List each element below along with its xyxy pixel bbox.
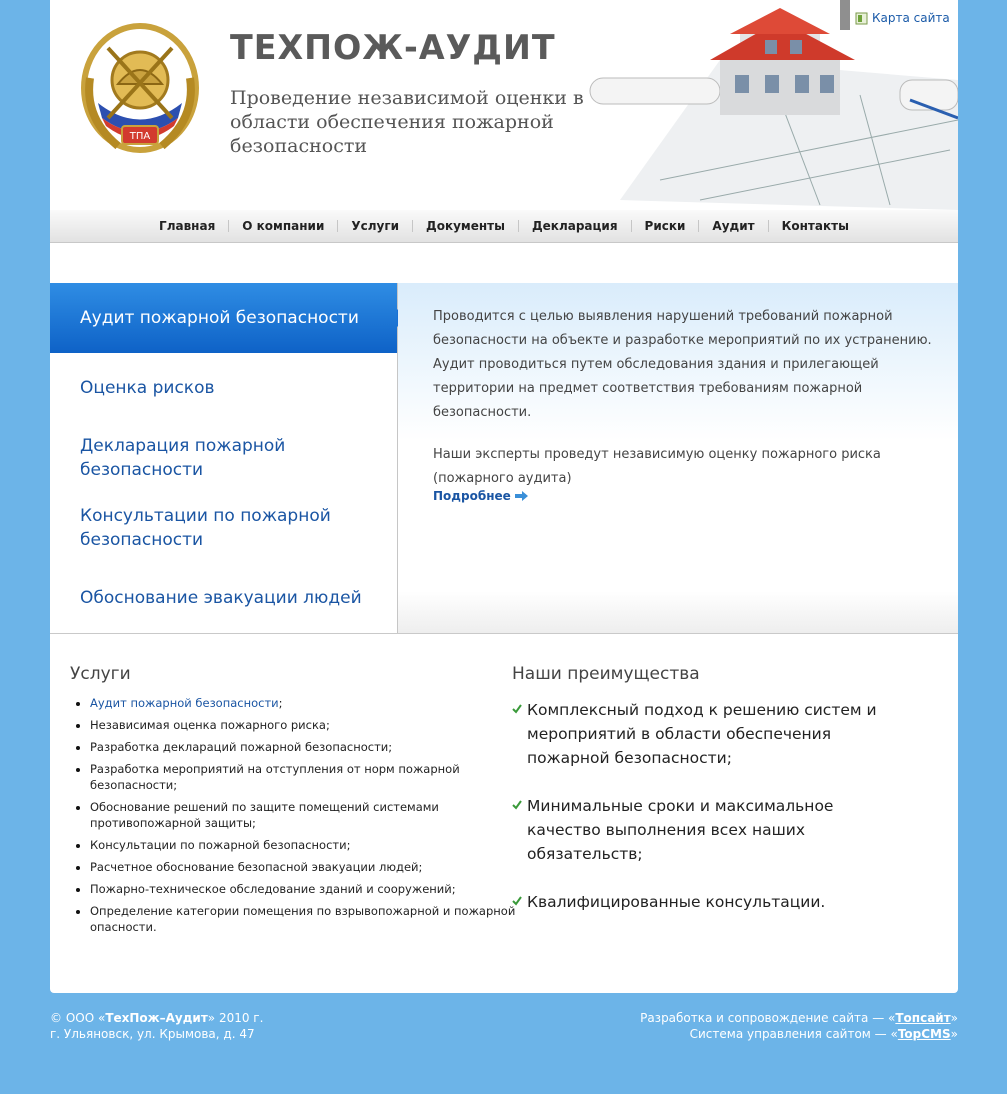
check-icon <box>512 800 522 810</box>
nav-item-home[interactable]: Главная <box>159 219 216 233</box>
services-item-link[interactable]: Аудит пожарной безопасности <box>90 696 279 710</box>
service-description <box>433 305 943 509</box>
advantages-heading: Наши преимущества <box>512 664 700 684</box>
logo-text: ТПА <box>129 131 151 142</box>
check-icon <box>512 704 522 714</box>
service-tab-evacuation[interactable]: Обоснование эвакуации людей <box>80 588 362 608</box>
sitemap-label: Карта сайта <box>872 11 950 25</box>
advantage-text: Комплексный подход к решению систем и мероприятий в области обеспечения пожарной безопасности; <box>527 701 877 767</box>
service-tab-declaration[interactable]: Декларация пожарной безопасности <box>80 436 286 480</box>
nav-item-contacts[interactable]: Контакты <box>768 220 862 232</box>
copyright-line: © ООО «ТехПож–Аудит» 2010 г. <box>50 1011 264 1025</box>
service-tab-list <box>50 283 398 633</box>
footer-credits <box>640 1010 958 1042</box>
more-label: Подробнее <box>433 489 511 503</box>
more-link[interactable] <box>433 489 528 503</box>
sitemap-link[interactable] <box>855 11 950 25</box>
list-item: • Разработка деклараций пожарной безопасности; <box>90 739 520 755</box>
service-tab-consulting[interactable]: Консультации по пожарной безопасности <box>80 506 331 550</box>
advantage-item <box>512 890 912 914</box>
list-item: • Расчетное обоснование безопасной эвакуации людей; <box>90 859 520 875</box>
cms-link[interactable]: TopCMS <box>897 1027 951 1041</box>
house-blueprint-illustration <box>580 0 958 210</box>
service-description-paragraph: Наши эксперты проведут независимую оценку пожарного риска (пожарного аудита) <box>433 447 881 486</box>
services-list <box>70 695 520 941</box>
emblem-logo[interactable] <box>78 18 202 158</box>
service-detail-panel <box>398 283 958 633</box>
nav-item-documents[interactable]: Документы <box>412 220 518 232</box>
list-item: • Пожарно-техническое обследование зданий и сооружений; <box>90 881 520 897</box>
cms-line: Система управления сайтом — «TopCMS» <box>689 1027 958 1041</box>
advantages-list <box>512 698 912 938</box>
service-description-paragraph: Проводится с целью выявления нарушений требований пожарной безопасности на объекте и разработке мероприятий по их устранению. Аудит проводиться путем обследования здания и прилегающей территории на предмет соответствия требованиям пожарной безопасности. <box>433 309 932 420</box>
address: г. Ульяновск, ул. Крымова, д. 47 <box>50 1027 255 1041</box>
list-item: • Аудит пожарной безопасности; <box>90 695 520 711</box>
service-showcase <box>50 283 958 634</box>
services-heading: Услуги <box>70 664 131 684</box>
list-item: • Разработка мероприятий на отступления от норм пожарной безопасности; <box>90 761 520 793</box>
site-title: ТЕХПОЖ-АУДИТ <box>230 28 556 68</box>
advantage-text: Минимальные сроки и максимальное качество выполнения всех наших обязательств; <box>527 797 834 863</box>
advantage-item <box>512 698 912 770</box>
developer-line: Разработка и сопровождение сайта — «Топсайт» <box>640 1011 958 1025</box>
main-nav <box>50 210 958 243</box>
check-icon <box>512 896 522 906</box>
site-tagline: Проведение независимой оценки в области обеспечения пожарной безопасности <box>230 87 584 157</box>
nav-item-risks[interactable]: Риски <box>631 220 699 232</box>
developer-link[interactable]: Топсайт <box>895 1011 951 1025</box>
service-tab-audit[interactable]: Аудит пожарной безопасности <box>50 283 397 353</box>
list-item: • Консультации по пожарной безопасности; <box>90 837 520 853</box>
service-tab-risk-assessment[interactable]: Оценка рисков <box>80 378 215 398</box>
arrow-right-icon <box>515 491 528 501</box>
sitemap-icon <box>855 12 868 25</box>
footer-copyright <box>50 1010 263 1042</box>
list-item: • Независимая оценка пожарного риска; <box>90 717 520 733</box>
nav-item-services[interactable]: Услуги <box>337 220 412 232</box>
company-name: ТехПож–Аудит <box>105 1011 208 1025</box>
header <box>50 0 958 210</box>
nav-item-audit[interactable]: Аудит <box>698 220 767 232</box>
advantage-item <box>512 794 912 866</box>
nav-item-about[interactable]: О компании <box>228 220 337 232</box>
advantage-text: Квалифицированные консультации. <box>527 893 826 911</box>
list-item: • Обоснование решений по защите помещений системами противопожарной защиты; <box>90 799 520 831</box>
list-item: • Определение категории помещения по взрывопожарной и пожарной опасности. <box>90 903 520 935</box>
nav-item-declaration[interactable]: Декларация <box>518 220 631 232</box>
